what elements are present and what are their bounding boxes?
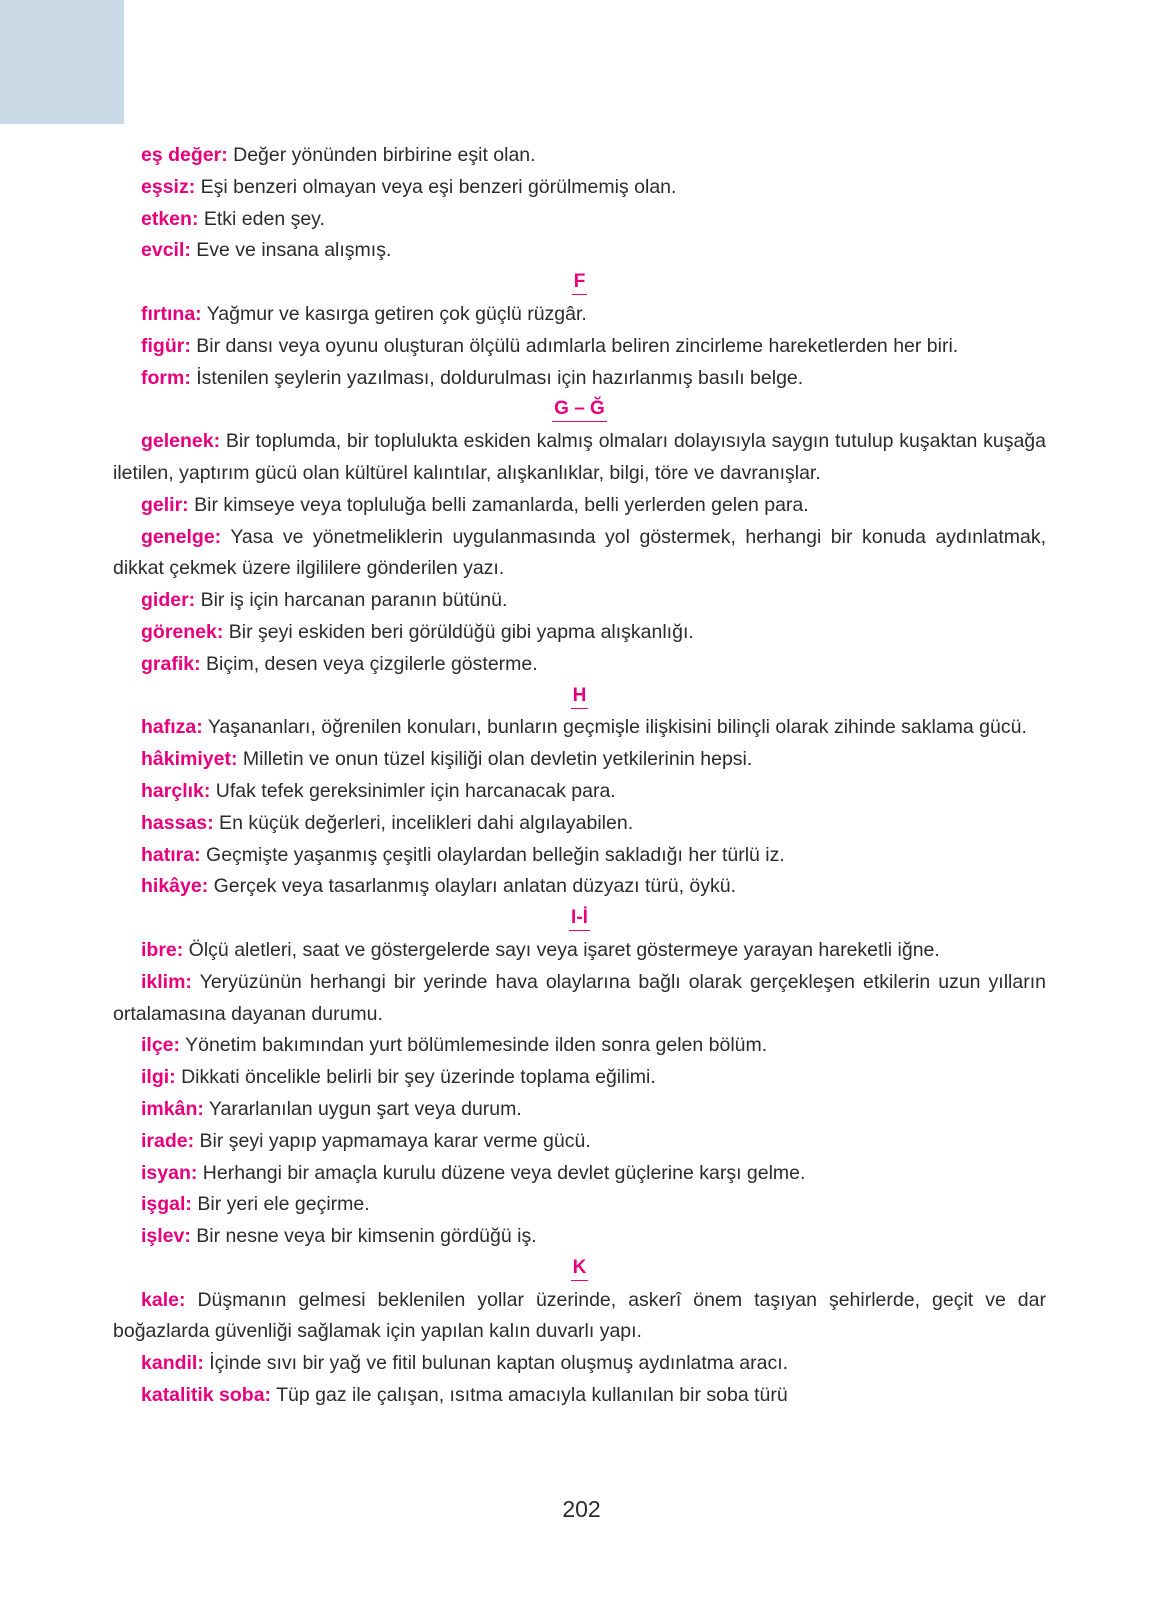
entry-term: gelir: (141, 493, 189, 516)
page-number: 202 (562, 1496, 601, 1522)
entry-term: ilçe: (141, 1034, 181, 1057)
glossary-entry (113, 967, 1046, 1031)
entry-definition: Bir şeyi eskiden beri görüldüğü gibi yapma alışkanlığı. (223, 620, 694, 643)
entry-definition: Eve ve insana alışmış. (190, 239, 392, 262)
glossary-entry (113, 1348, 1046, 1380)
entry-definition: Bir toplumda, bir toplulukta eskiden kalmış olmaları dolayısıyla saygın tutulup kuşaktan kuşağa iletilen, yaptırım gücü olan kültürel kalıntılar, alışkanlıklar, bilgi, töre ve davranışlar. (113, 430, 1046, 484)
entry-term: ibre: (141, 938, 184, 961)
glossary-entry (113, 235, 1046, 267)
entry-definition: Yönetim bakımından yurt bölümlemesinde ilden sonra gelen bölüm. (180, 1034, 768, 1057)
glossary-entry (113, 776, 1046, 808)
entry-term: harçlık: (141, 779, 211, 802)
glossary-entry (113, 585, 1046, 617)
section-letter: K (571, 1256, 589, 1281)
entry-term: imkân: (141, 1097, 204, 1120)
entry-term: hafıza: (141, 716, 203, 739)
entry-term: fırtına: (141, 302, 202, 325)
glossary-entry (113, 1189, 1046, 1221)
entry-term: etken: (141, 207, 199, 230)
section-heading (113, 394, 1046, 426)
section-heading (113, 1253, 1046, 1285)
entry-term: eşsiz: (141, 175, 196, 198)
glossary-entry (113, 1221, 1046, 1253)
section-letter: H (571, 684, 589, 709)
entry-term: işgal: (141, 1193, 192, 1216)
glossary-entry (113, 617, 1046, 649)
corner-block (0, 0, 124, 124)
glossary-entry (113, 871, 1046, 903)
entry-term: evcil: (141, 239, 191, 262)
entry-definition: Bir iş için harcanan paranın bütünü. (195, 589, 508, 612)
entry-definition: Bir dansı veya oyunu oluşturan ölçülü adımlarla beliren zincirleme hareketlerden her biri. (190, 334, 959, 357)
glossary-entry (113, 649, 1046, 681)
glossary-entry (113, 712, 1046, 744)
entry-definition: İçinde sıvı bir yağ ve fitil bulunan kaptan oluşmuş aydınlatma aracı. (203, 1352, 789, 1375)
entry-definition: Düşmanın gelmesi beklenilen yollar üzerinde, askerî önem taşıyan şehirlerde, geçit ve dar boğazlarda güvenliği sağlamak için yapılan kalın duvarlı yapı. (113, 1288, 1046, 1343)
entry-term: gelenek: (141, 430, 221, 453)
entry-term: hâkimiyet: (141, 748, 238, 771)
glossary-entry (113, 426, 1046, 490)
entry-definition: Ölçü aletleri, saat ve göstergelerde sayı veya işaret göstermeye yarayan hareketli iğne. (183, 938, 940, 961)
entry-definition: İstenilen şeylerin yazılması, doldurulması için hazırlanmış basılı belge. (190, 366, 804, 389)
entry-term: gider: (141, 589, 196, 612)
glossary-entry (113, 490, 1046, 522)
entry-term: grafik: (141, 652, 201, 675)
entry-term: işlev: (141, 1225, 191, 1248)
entry-definition: Yasa ve yönetmeliklerin uygulanmasında yol göstermek, herhangi bir konuda aydınlatmak, dikkat çekmek üzere ilgililere gönderilen yazı. (113, 525, 1046, 580)
entry-definition: Bir yeri ele geçirme. (191, 1193, 370, 1216)
glossary-entry (113, 1380, 1046, 1412)
entry-definition: Milletin ve onun tüzel kişiliği olan devletin yetkilerinin hepsi. (237, 748, 753, 771)
glossary-entry (113, 331, 1046, 363)
entry-term: kandil: (141, 1352, 204, 1375)
entry-definition: Gerçek veya tasarlanmış olayları anlatan düzyazı türü, öykü. (208, 875, 737, 898)
entry-term: figür: (141, 334, 191, 357)
glossary-entry (113, 744, 1046, 776)
glossary-entry (113, 1158, 1046, 1190)
glossary-entry (113, 840, 1046, 872)
section-heading (113, 267, 1046, 299)
entry-term: hikâye: (141, 875, 209, 898)
entry-definition: En küçük değerleri, incelikleri dahi algılayabilen. (213, 811, 634, 834)
entry-definition: Bir nesne veya bir kimsenin gördüğü iş. (190, 1225, 537, 1248)
glossary-entry (113, 140, 1046, 172)
entry-term: genelge: (141, 525, 222, 548)
glossary-entry (113, 935, 1046, 967)
glossary (113, 140, 1046, 1412)
entry-definition: Eşi benzeri olmayan veya eşi benzeri görülmemiş olan. (195, 175, 677, 198)
section-heading (113, 903, 1046, 935)
entry-term: hassas: (141, 811, 214, 834)
entry-term: katalitik soba: (141, 1384, 272, 1407)
glossary-entry (113, 363, 1046, 395)
glossary-entry (113, 299, 1046, 331)
entry-term: eş değer: (141, 144, 228, 166)
entry-definition: Yaşananları, öğrenilen konuları, bunların geçmişle ilişkisini bilinçli olarak zihinde saklama gücü. (202, 716, 1027, 739)
section-letter: G – Ğ (552, 397, 607, 422)
entry-term: kale: (141, 1288, 186, 1311)
entry-definition: Yeryüzünün herhangi bir yerinde hava olaylarına bağlı olarak gerçekleşen etkilerin uzun yılların ortalamasına dayanan durumu. (113, 970, 1046, 1025)
section-letter: F (572, 270, 588, 295)
section-heading (113, 681, 1046, 713)
glossary-entry (113, 1285, 1046, 1349)
entry-definition: Dikkati öncelikle belirli bir şey üzerinde toplama eğilimi. (175, 1066, 656, 1089)
entry-definition: Biçim, desen veya çizgilerle gösterme. (200, 652, 538, 675)
entry-term: hatıra: (141, 843, 201, 866)
glossary-entry (113, 1062, 1046, 1094)
entry-definition: Etki eden şey. (198, 207, 325, 230)
entry-definition: Bir kimseye veya topluluğa belli zamanlarda, belli yerlerden gelen para. (188, 493, 809, 516)
glossary-entry (113, 204, 1046, 236)
glossary-entry (113, 1030, 1046, 1062)
glossary-entry (113, 172, 1046, 204)
entry-definition: Ufak tefek gereksinimler için harcanacak para. (210, 779, 616, 802)
entry-definition: Tüp gaz ile çalışan, ısıtma amacıyla kullanılan bir soba türü (271, 1384, 788, 1407)
entry-definition: Geçmişte yaşanmış çeşitli olaylardan belleğin sakladığı her türlü iz. (200, 843, 785, 866)
glossary-entry (113, 808, 1046, 840)
glossary-entry (113, 1094, 1046, 1126)
entry-definition: Herhangi bir amaçla kurulu düzene veya devlet güçlerine karşı gelme. (197, 1161, 806, 1184)
entry-definition: Yağmur ve kasırga getiren çok güçlü rüzgâr. (201, 302, 587, 325)
glossary-entry (113, 1126, 1046, 1158)
entry-definition: Değer yönünden birbirine eşit olan. (227, 144, 536, 166)
entry-term: ilgi: (141, 1066, 176, 1089)
glossary-entry (113, 522, 1046, 586)
entry-term: iklim: (141, 970, 192, 993)
entry-term: irade: (141, 1129, 195, 1152)
entry-definition: Bir şeyi yapıp yapmamaya karar verme gücü. (194, 1129, 591, 1152)
section-letter: I-İ (569, 906, 590, 931)
entry-term: form: (141, 366, 191, 389)
entry-definition: Yararlanılan uygun şart veya durum. (203, 1097, 522, 1120)
entry-term: isyan: (141, 1161, 198, 1184)
entry-term: görenek: (141, 620, 224, 643)
